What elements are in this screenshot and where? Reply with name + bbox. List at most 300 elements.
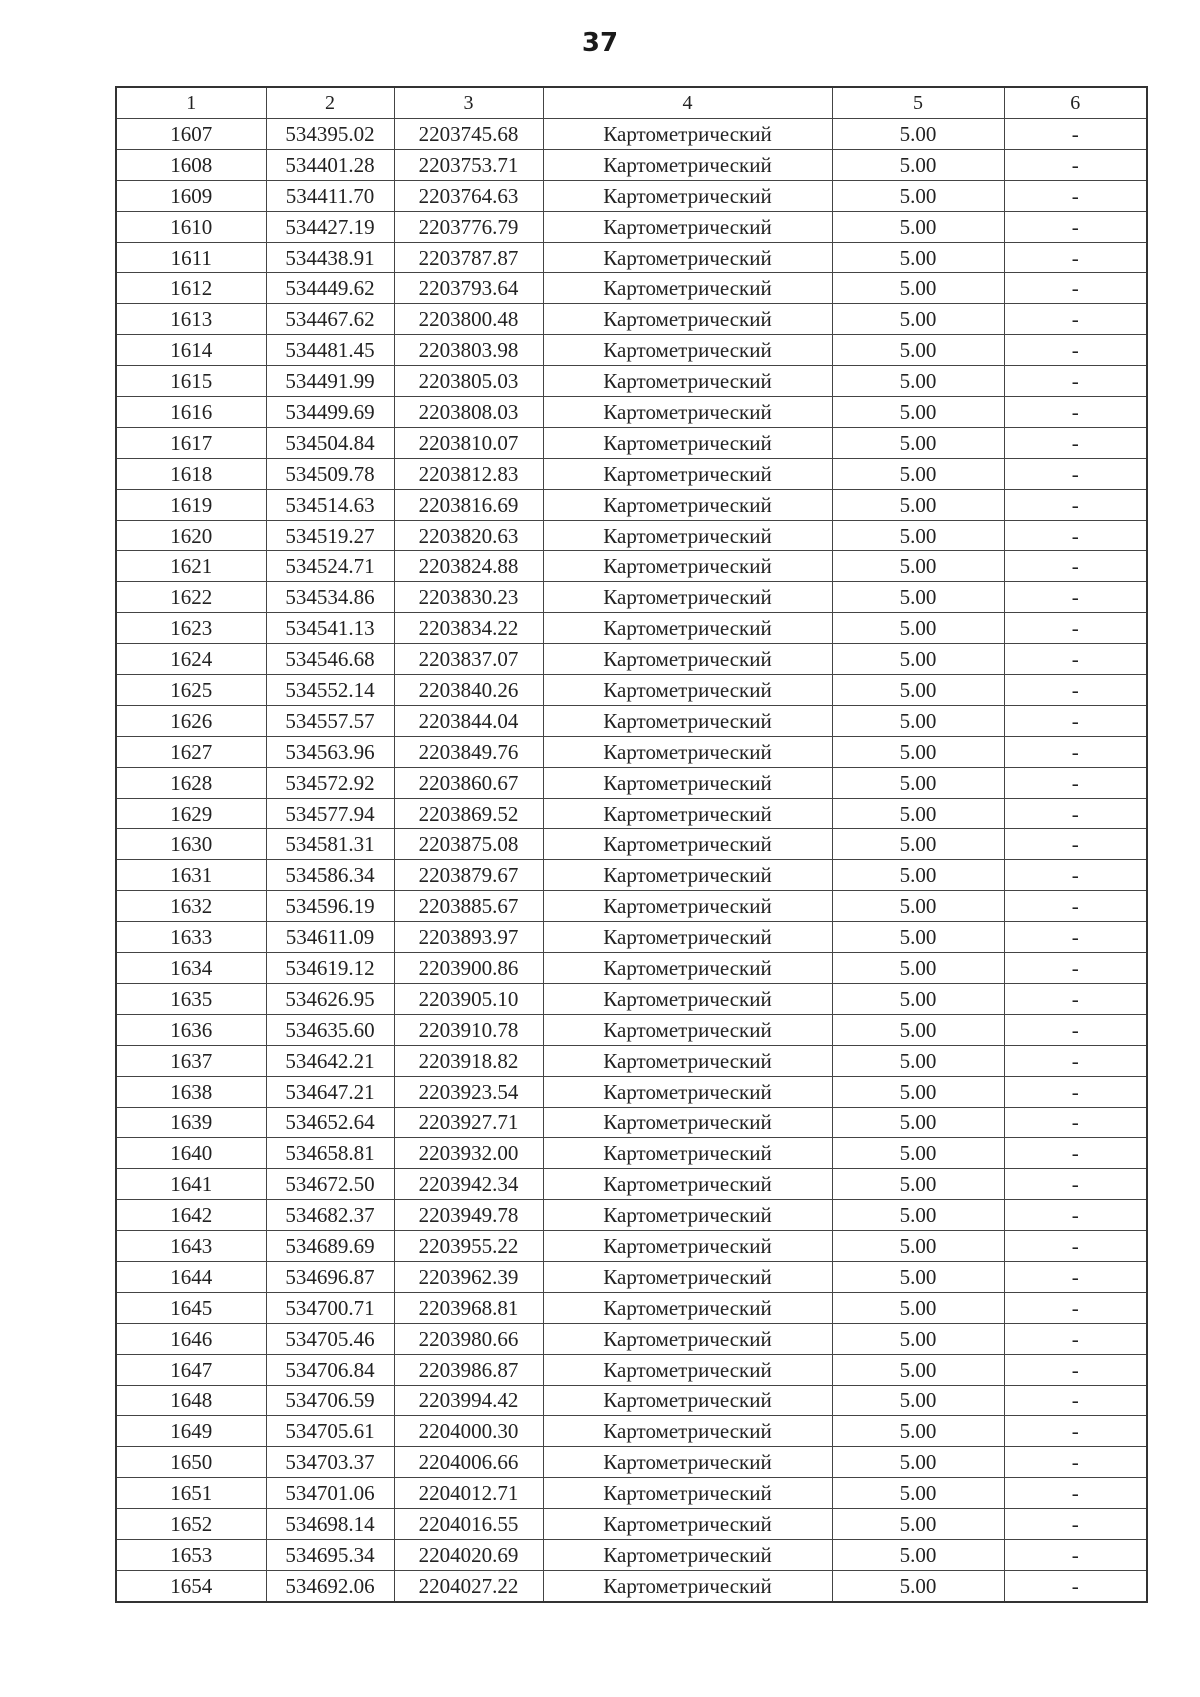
method-cell: Картометрический bbox=[543, 736, 832, 767]
y-coordinate-cell: 2203918.82 bbox=[394, 1045, 543, 1076]
method-cell: Картометрический bbox=[543, 211, 832, 242]
method-cell: Картометрический bbox=[543, 1416, 832, 1447]
method-cell: Картометрический bbox=[543, 1323, 832, 1354]
point-number-cell: 1616 bbox=[116, 397, 266, 428]
accuracy-cell: 5.00 bbox=[832, 1200, 1004, 1231]
method-cell: Картометрический bbox=[543, 922, 832, 953]
x-coordinate-cell: 534619.12 bbox=[266, 953, 394, 984]
accuracy-cell: 5.00 bbox=[832, 736, 1004, 767]
method-cell: Картометрический bbox=[543, 860, 832, 891]
description-cell: - bbox=[1004, 1076, 1147, 1107]
accuracy-cell: 5.00 bbox=[832, 273, 1004, 304]
method-cell: Картометрический bbox=[543, 1107, 832, 1138]
description-cell: - bbox=[1004, 1539, 1147, 1570]
method-cell: Картометрический bbox=[543, 1261, 832, 1292]
y-coordinate-cell: 2203968.81 bbox=[394, 1292, 543, 1323]
table-row bbox=[116, 1045, 1147, 1076]
table-row bbox=[116, 829, 1147, 860]
header-col-1: 1 bbox=[116, 87, 266, 119]
method-cell: Картометрический bbox=[543, 1292, 832, 1323]
method-cell: Картометрический bbox=[543, 1169, 832, 1200]
method-cell: Картометрический bbox=[543, 644, 832, 675]
description-cell: - bbox=[1004, 489, 1147, 520]
y-coordinate-cell: 2204006.66 bbox=[394, 1447, 543, 1478]
table-row bbox=[116, 798, 1147, 829]
y-coordinate-cell: 2203820.63 bbox=[394, 520, 543, 551]
description-cell: - bbox=[1004, 1416, 1147, 1447]
header-col-4: 4 bbox=[543, 87, 832, 119]
description-cell: - bbox=[1004, 1447, 1147, 1478]
method-cell: Картометрический bbox=[543, 149, 832, 180]
y-coordinate-cell: 2203932.00 bbox=[394, 1138, 543, 1169]
description-cell: - bbox=[1004, 520, 1147, 551]
accuracy-cell: 5.00 bbox=[832, 242, 1004, 273]
accuracy-cell: 5.00 bbox=[832, 644, 1004, 675]
y-coordinate-cell: 2203910.78 bbox=[394, 1014, 543, 1045]
point-number-cell: 1619 bbox=[116, 489, 266, 520]
description-cell: - bbox=[1004, 273, 1147, 304]
description-cell: - bbox=[1004, 397, 1147, 428]
x-coordinate-cell: 534706.59 bbox=[266, 1385, 394, 1416]
table-row bbox=[116, 1416, 1147, 1447]
point-number-cell: 1648 bbox=[116, 1385, 266, 1416]
x-coordinate-cell: 534705.61 bbox=[266, 1416, 394, 1447]
x-coordinate-cell: 534546.68 bbox=[266, 644, 394, 675]
accuracy-cell: 5.00 bbox=[832, 335, 1004, 366]
method-cell: Картометрический bbox=[543, 582, 832, 613]
description-cell: - bbox=[1004, 983, 1147, 1014]
table-row bbox=[116, 242, 1147, 273]
table-row bbox=[116, 922, 1147, 953]
point-number-cell: 1650 bbox=[116, 1447, 266, 1478]
description-cell: - bbox=[1004, 1292, 1147, 1323]
accuracy-cell: 5.00 bbox=[832, 427, 1004, 458]
table-row bbox=[116, 366, 1147, 397]
y-coordinate-cell: 2204000.30 bbox=[394, 1416, 543, 1447]
y-coordinate-cell: 2203875.08 bbox=[394, 829, 543, 860]
x-coordinate-cell: 534541.13 bbox=[266, 613, 394, 644]
table-row bbox=[116, 520, 1147, 551]
x-coordinate-cell: 534703.37 bbox=[266, 1447, 394, 1478]
description-cell: - bbox=[1004, 705, 1147, 736]
x-coordinate-cell: 534705.46 bbox=[266, 1323, 394, 1354]
table-body bbox=[116, 119, 1147, 1602]
table-row bbox=[116, 1478, 1147, 1509]
y-coordinate-cell: 2203834.22 bbox=[394, 613, 543, 644]
point-number-cell: 1634 bbox=[116, 953, 266, 984]
accuracy-cell: 5.00 bbox=[832, 1570, 1004, 1601]
point-number-cell: 1632 bbox=[116, 891, 266, 922]
header-col-6: 6 bbox=[1004, 87, 1147, 119]
method-cell: Картометрический bbox=[543, 675, 832, 706]
point-number-cell: 1609 bbox=[116, 180, 266, 211]
table-row bbox=[116, 397, 1147, 428]
x-coordinate-cell: 534509.78 bbox=[266, 458, 394, 489]
point-number-cell: 1647 bbox=[116, 1354, 266, 1385]
y-coordinate-cell: 2204020.69 bbox=[394, 1539, 543, 1570]
accuracy-cell: 5.00 bbox=[832, 119, 1004, 150]
point-number-cell: 1628 bbox=[116, 767, 266, 798]
table-row bbox=[116, 1107, 1147, 1138]
accuracy-cell: 5.00 bbox=[832, 953, 1004, 984]
x-coordinate-cell: 534642.21 bbox=[266, 1045, 394, 1076]
accuracy-cell: 5.00 bbox=[832, 1416, 1004, 1447]
table-row bbox=[116, 983, 1147, 1014]
y-coordinate-cell: 2203905.10 bbox=[394, 983, 543, 1014]
table-row bbox=[116, 613, 1147, 644]
y-coordinate-cell: 2203923.54 bbox=[394, 1076, 543, 1107]
method-cell: Картометрический bbox=[543, 119, 832, 150]
description-cell: - bbox=[1004, 1570, 1147, 1601]
method-cell: Картометрический bbox=[543, 551, 832, 582]
x-coordinate-cell: 534401.28 bbox=[266, 149, 394, 180]
point-number-cell: 1639 bbox=[116, 1107, 266, 1138]
x-coordinate-cell: 534438.91 bbox=[266, 242, 394, 273]
x-coordinate-cell: 534411.70 bbox=[266, 180, 394, 211]
table-row bbox=[116, 304, 1147, 335]
point-number-cell: 1630 bbox=[116, 829, 266, 860]
table-row bbox=[116, 551, 1147, 582]
description-cell: - bbox=[1004, 922, 1147, 953]
accuracy-cell: 5.00 bbox=[832, 613, 1004, 644]
method-cell: Картометрический bbox=[543, 1354, 832, 1385]
method-cell: Картометрический bbox=[543, 427, 832, 458]
x-coordinate-cell: 534467.62 bbox=[266, 304, 394, 335]
x-coordinate-cell: 534491.99 bbox=[266, 366, 394, 397]
accuracy-cell: 5.00 bbox=[832, 922, 1004, 953]
point-number-cell: 1622 bbox=[116, 582, 266, 613]
x-coordinate-cell: 534652.64 bbox=[266, 1107, 394, 1138]
accuracy-cell: 5.00 bbox=[832, 860, 1004, 891]
point-number-cell: 1644 bbox=[116, 1261, 266, 1292]
point-number-cell: 1654 bbox=[116, 1570, 266, 1601]
point-number-cell: 1612 bbox=[116, 273, 266, 304]
description-cell: - bbox=[1004, 1169, 1147, 1200]
table-row bbox=[116, 335, 1147, 366]
description-cell: - bbox=[1004, 242, 1147, 273]
method-cell: Картометрический bbox=[543, 1076, 832, 1107]
method-cell: Картометрический bbox=[543, 613, 832, 644]
y-coordinate-cell: 2203837.07 bbox=[394, 644, 543, 675]
table-row bbox=[116, 1014, 1147, 1045]
point-number-cell: 1645 bbox=[116, 1292, 266, 1323]
table-row bbox=[116, 767, 1147, 798]
x-coordinate-cell: 534427.19 bbox=[266, 211, 394, 242]
method-cell: Картометрический bbox=[543, 829, 832, 860]
accuracy-cell: 5.00 bbox=[832, 520, 1004, 551]
accuracy-cell: 5.00 bbox=[832, 551, 1004, 582]
description-cell: - bbox=[1004, 953, 1147, 984]
description-cell: - bbox=[1004, 1200, 1147, 1231]
y-coordinate-cell: 2204012.71 bbox=[394, 1478, 543, 1509]
method-cell: Картометрический bbox=[543, 335, 832, 366]
accuracy-cell: 5.00 bbox=[832, 149, 1004, 180]
accuracy-cell: 5.00 bbox=[832, 1138, 1004, 1169]
method-cell: Картометрический bbox=[543, 242, 832, 273]
accuracy-cell: 5.00 bbox=[832, 675, 1004, 706]
method-cell: Картометрический bbox=[543, 1509, 832, 1540]
accuracy-cell: 5.00 bbox=[832, 458, 1004, 489]
description-cell: - bbox=[1004, 829, 1147, 860]
point-number-cell: 1649 bbox=[116, 1416, 266, 1447]
y-coordinate-cell: 2203942.34 bbox=[394, 1169, 543, 1200]
x-coordinate-cell: 534481.45 bbox=[266, 335, 394, 366]
y-coordinate-cell: 2203745.68 bbox=[394, 119, 543, 150]
method-cell: Картометрический bbox=[543, 489, 832, 520]
point-number-cell: 1636 bbox=[116, 1014, 266, 1045]
x-coordinate-cell: 534635.60 bbox=[266, 1014, 394, 1045]
description-cell: - bbox=[1004, 211, 1147, 242]
point-number-cell: 1617 bbox=[116, 427, 266, 458]
y-coordinate-cell: 2203869.52 bbox=[394, 798, 543, 829]
description-cell: - bbox=[1004, 582, 1147, 613]
table-row bbox=[116, 427, 1147, 458]
x-coordinate-cell: 534700.71 bbox=[266, 1292, 394, 1323]
y-coordinate-cell: 2203824.88 bbox=[394, 551, 543, 582]
accuracy-cell: 5.00 bbox=[832, 1354, 1004, 1385]
coordinates-table bbox=[115, 86, 1148, 1603]
method-cell: Картометрический bbox=[543, 1014, 832, 1045]
accuracy-cell: 5.00 bbox=[832, 211, 1004, 242]
table-row bbox=[116, 1138, 1147, 1169]
method-cell: Картометрический bbox=[543, 1478, 832, 1509]
y-coordinate-cell: 2203844.04 bbox=[394, 705, 543, 736]
y-coordinate-cell: 2203980.66 bbox=[394, 1323, 543, 1354]
x-coordinate-cell: 534647.21 bbox=[266, 1076, 394, 1107]
x-coordinate-cell: 534504.84 bbox=[266, 427, 394, 458]
description-cell: - bbox=[1004, 1138, 1147, 1169]
y-coordinate-cell: 2203994.42 bbox=[394, 1385, 543, 1416]
header-col-3: 3 bbox=[394, 87, 543, 119]
point-number-cell: 1652 bbox=[116, 1509, 266, 1540]
description-cell: - bbox=[1004, 551, 1147, 582]
method-cell: Картометрический bbox=[543, 1539, 832, 1570]
point-number-cell: 1627 bbox=[116, 736, 266, 767]
description-cell: - bbox=[1004, 119, 1147, 150]
x-coordinate-cell: 534552.14 bbox=[266, 675, 394, 706]
accuracy-cell: 5.00 bbox=[832, 304, 1004, 335]
table-row bbox=[116, 1570, 1147, 1601]
accuracy-cell: 5.00 bbox=[832, 582, 1004, 613]
description-cell: - bbox=[1004, 1478, 1147, 1509]
x-coordinate-cell: 534563.96 bbox=[266, 736, 394, 767]
description-cell: - bbox=[1004, 891, 1147, 922]
point-number-cell: 1641 bbox=[116, 1169, 266, 1200]
y-coordinate-cell: 2204027.22 bbox=[394, 1570, 543, 1601]
method-cell: Картометрический bbox=[543, 705, 832, 736]
accuracy-cell: 5.00 bbox=[832, 397, 1004, 428]
table-row bbox=[116, 891, 1147, 922]
method-cell: Картометрический bbox=[543, 273, 832, 304]
y-coordinate-cell: 2203893.97 bbox=[394, 922, 543, 953]
table-row bbox=[116, 1323, 1147, 1354]
y-coordinate-cell: 2203849.76 bbox=[394, 736, 543, 767]
accuracy-cell: 5.00 bbox=[832, 1169, 1004, 1200]
method-cell: Картометрический bbox=[543, 304, 832, 335]
method-cell: Картометрический bbox=[543, 953, 832, 984]
accuracy-cell: 5.00 bbox=[832, 705, 1004, 736]
x-coordinate-cell: 534695.34 bbox=[266, 1539, 394, 1570]
y-coordinate-cell: 2203803.98 bbox=[394, 335, 543, 366]
y-coordinate-cell: 2203787.87 bbox=[394, 242, 543, 273]
y-coordinate-cell: 2203753.71 bbox=[394, 149, 543, 180]
point-number-cell: 1610 bbox=[116, 211, 266, 242]
x-coordinate-cell: 534577.94 bbox=[266, 798, 394, 829]
method-cell: Картометрический bbox=[543, 458, 832, 489]
point-number-cell: 1625 bbox=[116, 675, 266, 706]
accuracy-cell: 5.00 bbox=[832, 983, 1004, 1014]
x-coordinate-cell: 534581.31 bbox=[266, 829, 394, 860]
accuracy-cell: 5.00 bbox=[832, 1539, 1004, 1570]
accuracy-cell: 5.00 bbox=[832, 1231, 1004, 1262]
table-row bbox=[116, 273, 1147, 304]
y-coordinate-cell: 2203860.67 bbox=[394, 767, 543, 798]
accuracy-cell: 5.00 bbox=[832, 180, 1004, 211]
description-cell: - bbox=[1004, 304, 1147, 335]
table-row bbox=[116, 1539, 1147, 1570]
point-number-cell: 1620 bbox=[116, 520, 266, 551]
point-number-cell: 1611 bbox=[116, 242, 266, 273]
accuracy-cell: 5.00 bbox=[832, 1292, 1004, 1323]
x-coordinate-cell: 534534.86 bbox=[266, 582, 394, 613]
method-cell: Картометрический bbox=[543, 520, 832, 551]
description-cell: - bbox=[1004, 1107, 1147, 1138]
y-coordinate-cell: 2203812.83 bbox=[394, 458, 543, 489]
point-number-cell: 1643 bbox=[116, 1231, 266, 1262]
x-coordinate-cell: 534689.69 bbox=[266, 1231, 394, 1262]
table-row bbox=[116, 953, 1147, 984]
description-cell: - bbox=[1004, 1385, 1147, 1416]
accuracy-cell: 5.00 bbox=[832, 1014, 1004, 1045]
x-coordinate-cell: 534682.37 bbox=[266, 1200, 394, 1231]
header-col-2: 2 bbox=[266, 87, 394, 119]
point-number-cell: 1621 bbox=[116, 551, 266, 582]
table-row bbox=[116, 458, 1147, 489]
y-coordinate-cell: 2203800.48 bbox=[394, 304, 543, 335]
description-cell: - bbox=[1004, 613, 1147, 644]
x-coordinate-cell: 534586.34 bbox=[266, 860, 394, 891]
method-cell: Картометрический bbox=[543, 180, 832, 211]
point-number-cell: 1646 bbox=[116, 1323, 266, 1354]
y-coordinate-cell: 2203830.23 bbox=[394, 582, 543, 613]
accuracy-cell: 5.00 bbox=[832, 1478, 1004, 1509]
table-row bbox=[116, 736, 1147, 767]
point-number-cell: 1638 bbox=[116, 1076, 266, 1107]
description-cell: - bbox=[1004, 335, 1147, 366]
point-number-cell: 1651 bbox=[116, 1478, 266, 1509]
table-row bbox=[116, 119, 1147, 150]
description-cell: - bbox=[1004, 860, 1147, 891]
accuracy-cell: 5.00 bbox=[832, 1045, 1004, 1076]
point-number-cell: 1615 bbox=[116, 366, 266, 397]
accuracy-cell: 5.00 bbox=[832, 366, 1004, 397]
table-row bbox=[116, 1292, 1147, 1323]
description-cell: - bbox=[1004, 798, 1147, 829]
y-coordinate-cell: 2203840.26 bbox=[394, 675, 543, 706]
method-cell: Картометрический bbox=[543, 397, 832, 428]
method-cell: Картометрический bbox=[543, 1045, 832, 1076]
point-number-cell: 1623 bbox=[116, 613, 266, 644]
table-row bbox=[116, 860, 1147, 891]
y-coordinate-cell: 2203810.07 bbox=[394, 427, 543, 458]
y-coordinate-cell: 2203949.78 bbox=[394, 1200, 543, 1231]
method-cell: Картометрический bbox=[543, 798, 832, 829]
table-row bbox=[116, 489, 1147, 520]
point-number-cell: 1624 bbox=[116, 644, 266, 675]
x-coordinate-cell: 534696.87 bbox=[266, 1261, 394, 1292]
x-coordinate-cell: 534672.50 bbox=[266, 1169, 394, 1200]
description-cell: - bbox=[1004, 366, 1147, 397]
table-row bbox=[116, 1169, 1147, 1200]
x-coordinate-cell: 534596.19 bbox=[266, 891, 394, 922]
description-cell: - bbox=[1004, 1354, 1147, 1385]
table-row bbox=[116, 1385, 1147, 1416]
description-cell: - bbox=[1004, 1045, 1147, 1076]
table-row bbox=[116, 149, 1147, 180]
y-coordinate-cell: 2203955.22 bbox=[394, 1231, 543, 1262]
x-coordinate-cell: 534519.27 bbox=[266, 520, 394, 551]
y-coordinate-cell: 2203816.69 bbox=[394, 489, 543, 520]
x-coordinate-cell: 534701.06 bbox=[266, 1478, 394, 1509]
description-cell: - bbox=[1004, 736, 1147, 767]
accuracy-cell: 5.00 bbox=[832, 489, 1004, 520]
accuracy-cell: 5.00 bbox=[832, 1447, 1004, 1478]
point-number-cell: 1637 bbox=[116, 1045, 266, 1076]
method-cell: Картометрический bbox=[543, 1570, 832, 1601]
point-number-cell: 1613 bbox=[116, 304, 266, 335]
method-cell: Картометрический bbox=[543, 891, 832, 922]
accuracy-cell: 5.00 bbox=[832, 1323, 1004, 1354]
y-coordinate-cell: 2203808.03 bbox=[394, 397, 543, 428]
point-number-cell: 1642 bbox=[116, 1200, 266, 1231]
accuracy-cell: 5.00 bbox=[832, 1261, 1004, 1292]
x-coordinate-cell: 534557.57 bbox=[266, 705, 394, 736]
table-row bbox=[116, 1354, 1147, 1385]
table-row bbox=[116, 705, 1147, 736]
table-row bbox=[116, 582, 1147, 613]
table-row bbox=[116, 675, 1147, 706]
method-cell: Картометрический bbox=[543, 366, 832, 397]
table-row bbox=[116, 1261, 1147, 1292]
table-row bbox=[116, 1231, 1147, 1262]
x-coordinate-cell: 534698.14 bbox=[266, 1509, 394, 1540]
point-number-cell: 1633 bbox=[116, 922, 266, 953]
header-row bbox=[116, 87, 1147, 119]
x-coordinate-cell: 534514.63 bbox=[266, 489, 394, 520]
point-number-cell: 1653 bbox=[116, 1539, 266, 1570]
point-number-cell: 1629 bbox=[116, 798, 266, 829]
x-coordinate-cell: 534499.69 bbox=[266, 397, 394, 428]
accuracy-cell: 5.00 bbox=[832, 1107, 1004, 1138]
description-cell: - bbox=[1004, 1014, 1147, 1045]
table-row bbox=[116, 1076, 1147, 1107]
description-cell: - bbox=[1004, 767, 1147, 798]
point-number-cell: 1631 bbox=[116, 860, 266, 891]
method-cell: Картометрический bbox=[543, 1231, 832, 1262]
x-coordinate-cell: 534395.02 bbox=[266, 119, 394, 150]
table-row bbox=[116, 211, 1147, 242]
accuracy-cell: 5.00 bbox=[832, 1509, 1004, 1540]
description-cell: - bbox=[1004, 644, 1147, 675]
method-cell: Картометрический bbox=[543, 767, 832, 798]
page-number: 37 bbox=[581, 28, 619, 58]
point-number-cell: 1626 bbox=[116, 705, 266, 736]
point-number-cell: 1608 bbox=[116, 149, 266, 180]
table-row bbox=[116, 1200, 1147, 1231]
description-cell: - bbox=[1004, 180, 1147, 211]
x-coordinate-cell: 534572.92 bbox=[266, 767, 394, 798]
accuracy-cell: 5.00 bbox=[832, 891, 1004, 922]
